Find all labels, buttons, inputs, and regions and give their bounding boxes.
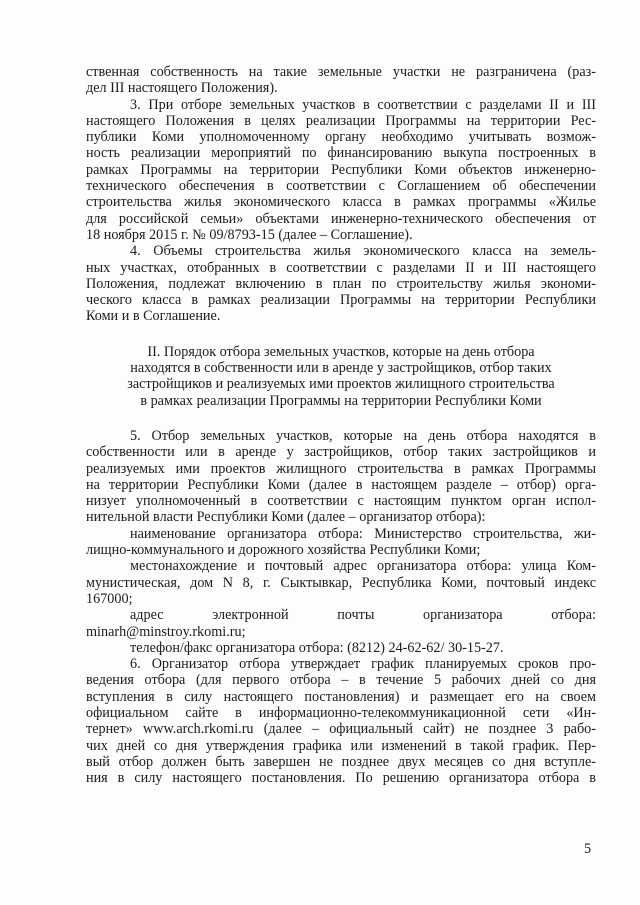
text-line: реализуемых ими проектов жилищного строительства в рамках Программы	[86, 460, 596, 477]
text-line: для российской семьи» объектами инженерно-технического обеспечения от	[86, 210, 596, 227]
text-line: официальном сайте в информационно-телекоммуникационной сети «Ин-	[86, 704, 596, 721]
text-line: строительства жилья экономического класса в рамках программы «Жилье	[86, 194, 596, 211]
text-line: тернет» www.arch.rkomi.ru (далее – официальный сайт) не позднее 3 рабо-	[86, 721, 596, 738]
text-line: настоящего Положения в целях реализации Программы на территории Рес-	[86, 112, 596, 129]
heading-line: в рамках реализации Программы на территории Республики Коми	[140, 392, 542, 409]
text-line: ния в силу настоящего постановления. По решению организатора отбора в	[86, 770, 596, 787]
text-line: нительной власти Республики Коми (далее – организатор отбора):	[86, 509, 486, 526]
heading-line: находятся в собственности или в аренде у застройщиков, отбор таких	[130, 360, 552, 377]
text-line: низует уполномоченный в соответствии с настоящим пунктом орган испол-	[86, 493, 596, 510]
text-line: мунистическая, дом N 8, г. Сыктывкар, Республика Коми, почтовый индекс	[86, 574, 596, 591]
body-text-top	[86, 64, 596, 325]
text-line: Положения, подлежат включению в план по строительству жилья экономи-	[86, 275, 596, 292]
text-line: вступления в силу настоящего постановления) и размещает его на своем	[86, 688, 596, 705]
text-line: ность реализации мероприятий по финансированию выкупа построенных в	[86, 145, 596, 162]
text-line: телефон/факс организатора отбора: (8212) 24-62-62/ 30-15-27.	[130, 639, 504, 656]
body-text-bottom	[86, 428, 596, 787]
text-line: 6. Организатор отбора утверждает график планируемых сроков про-	[130, 656, 596, 673]
text-line: лищно-коммунального и дорожного хозяйства Республики Коми;	[86, 542, 481, 559]
text-line: ческого класса в рамках реализации Программы на территории Республики	[86, 292, 596, 309]
text-line: 5. Отбор земельных участков, которые на день отбора находятся в	[130, 427, 596, 444]
page-number: 5	[584, 841, 592, 857]
heading-line: II. Порядок отбора земельных участков, которые на день отбора	[147, 343, 535, 360]
section-heading	[86, 344, 596, 409]
text-line: minarh@minstroy.rkomi.ru;	[86, 623, 246, 640]
text-line: вый отбор должен быть завершен не позднее двух месяцев со дня вступле-	[86, 753, 596, 770]
text-line: собственности или в аренде у застройщиков, отбор таких застройщиков и	[86, 444, 596, 461]
text-line: адрес электронной почты организатора отбора:	[130, 607, 596, 624]
text-column	[86, 64, 596, 786]
text-line: ведения отбора (для первого отбора – в течение 5 рабочих дней со дня	[86, 672, 596, 689]
text-line: наименование организатора отбора: Министерство строительства, жи-	[130, 525, 596, 542]
text-line: ственная собственность на такие земельные участки не разграничена (раз-	[86, 64, 596, 80]
text-line: 18 ноября 2015 г. № 09/8793-15 (далее – Соглашение).	[86, 226, 413, 243]
text-line: ных участках, отобранных в соответствии с разделами II и III настоящего	[86, 259, 596, 276]
text-line: на территории Республики Коми (далее в настоящем разделе – отбор) орга-	[86, 476, 596, 493]
text-line: Коми и в Соглашение.	[86, 308, 221, 325]
text-line: технического обеспечения в соответствии с Соглашением об обеспечении	[86, 178, 596, 195]
text-line: 4. Объемы строительства жилья экономического класса на земель-	[130, 243, 596, 260]
text-line: чих дней со дня утверждения графика или изменений в такой график. Пер-	[86, 737, 596, 754]
text-line: 167000;	[86, 590, 133, 607]
text-line: публики Коми уполномоченному органу необходимо учитывать возмож-	[86, 129, 596, 146]
text-line: 3. При отборе земельных участков в соответствии с разделами II и III	[130, 96, 596, 113]
text-line: рамках Программы на территории Республики Коми объектов инженерно-	[86, 161, 596, 178]
text-line: местонахождение и почтовый адрес организатора отбора: улица Ком-	[130, 558, 596, 575]
heading-line: застройщиков и реализуемых ими проектов жилищного строительства	[127, 376, 555, 393]
text-line: дел III настоящего Положения).	[86, 80, 278, 97]
